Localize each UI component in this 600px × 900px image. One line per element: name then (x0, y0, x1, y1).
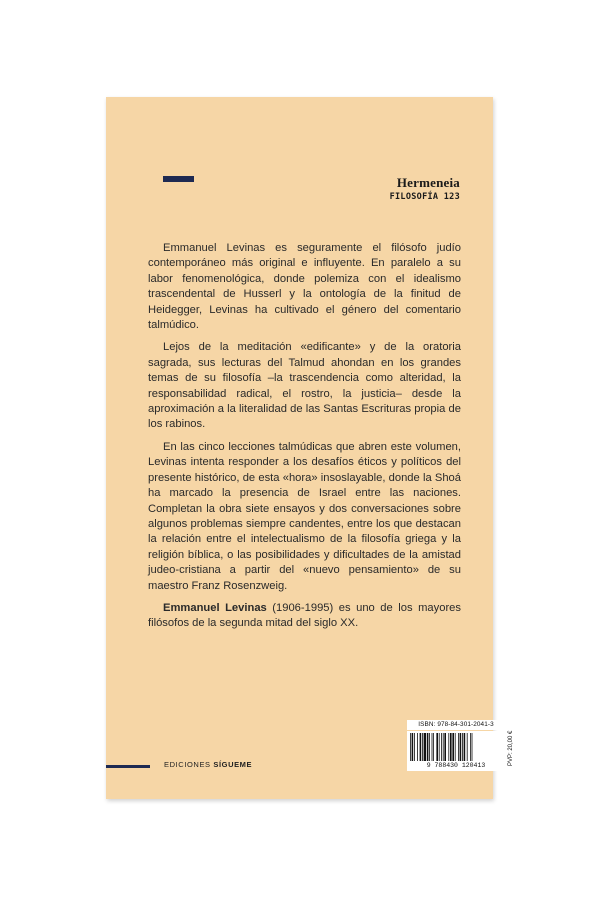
book-back-cover (106, 97, 514, 799)
barcode-bar (414, 733, 415, 763)
barcode-bar (432, 733, 433, 763)
author-name: Emmanuel Levinas (163, 601, 267, 614)
price-label: PVP: 20,00 € (506, 721, 516, 776)
barcode-bar (427, 733, 429, 763)
barcode-bar (424, 733, 426, 763)
barcode-bar (450, 733, 452, 763)
barcode-bar (441, 733, 442, 763)
blurb-paragraph-1: Emmanuel Levinas es seguramente el filósofo judío contemporáneo más original e influyente. En paralelo a su labor fenomenológica, donde polemiza con el idealismo trascendental de Husserl y la ontología de la finitud de Heidegger, Levinas ha cultivado el género del comentario talmúdico. (148, 242, 461, 332)
barcode-bar (439, 733, 440, 763)
publisher-name: SÍGUEME (213, 760, 253, 769)
blurb-paragraph-2: Lejos de la meditación «edificante» y de la oratoria sagrada, sus lecturas del Talmud ahondan en los grandes temas de su filosofía –la trascendencia como alteridad, la responsabilidad radical, el rostro, la justicia– desde la aproximación a la literalidad de las Santas Escrituras propia de los rabinos. (148, 341, 461, 431)
publisher-logo (164, 760, 252, 769)
decorative-bar-top (163, 176, 194, 182)
decorative-bar-bottom (106, 765, 150, 768)
barcode-bar (467, 733, 468, 763)
barcode-bar (452, 733, 454, 763)
barcode-bar (460, 733, 462, 763)
barcode-block (407, 720, 505, 776)
blurb-paragraph-3: En las cinco lecciones talmúdicas que abren este volumen, Levinas intenta responder a los desafíos éticos y políticos del presente histórico, de esta «hora» insoslayable, donde la Shoá ha marcado la presencia de Israel entre las naciones. Completan la obra siete ensayos y dos conversaciones sobre algunos problemas siempre candentes, entre los que destacan la relación entre el intelectualismo de la filosofía griega y la religión bíblica, o las posibilidades y dificultades de la amistad judeo-cristiana a partir del «nuevo pensamiento» de su maestro Franz Rosenzweig. (148, 440, 461, 592)
barcode-bar (410, 733, 411, 763)
barcode-bar (470, 733, 471, 763)
author-bio-text: (1906-1995) es uno de los mayores filósofos de la segunda mitad del siglo XX. (148, 601, 461, 630)
barcode-bar (417, 733, 418, 763)
barcode-digits: 9 788430 120413 (407, 761, 505, 770)
series-subtitle: FILOSOFÍA 123 (389, 192, 460, 202)
barcode-bar (448, 733, 449, 763)
publisher-prefix: EDICIONES (164, 760, 214, 769)
barcode-bar (429, 733, 430, 763)
barcode-bar (412, 733, 414, 763)
barcode-bar (443, 733, 444, 763)
barcode-bar (444, 733, 446, 763)
barcode-bar (422, 733, 423, 763)
series-name: Hermeneia (396, 175, 460, 190)
barcode-bar (433, 733, 434, 763)
isbn-label: ISBN: 978-84-301-2041-3 (407, 720, 505, 730)
barcode-bar (472, 733, 473, 763)
barcode-bar (464, 733, 466, 763)
barcode-bar (458, 733, 459, 763)
barcode-bar (462, 733, 463, 763)
author-bio (148, 601, 461, 632)
series-block (390, 175, 460, 202)
barcode-bars (410, 733, 502, 763)
blurb-text (148, 241, 461, 639)
barcode-bar (436, 733, 438, 763)
barcode-bar (455, 733, 456, 763)
barcode-bar (420, 733, 422, 763)
